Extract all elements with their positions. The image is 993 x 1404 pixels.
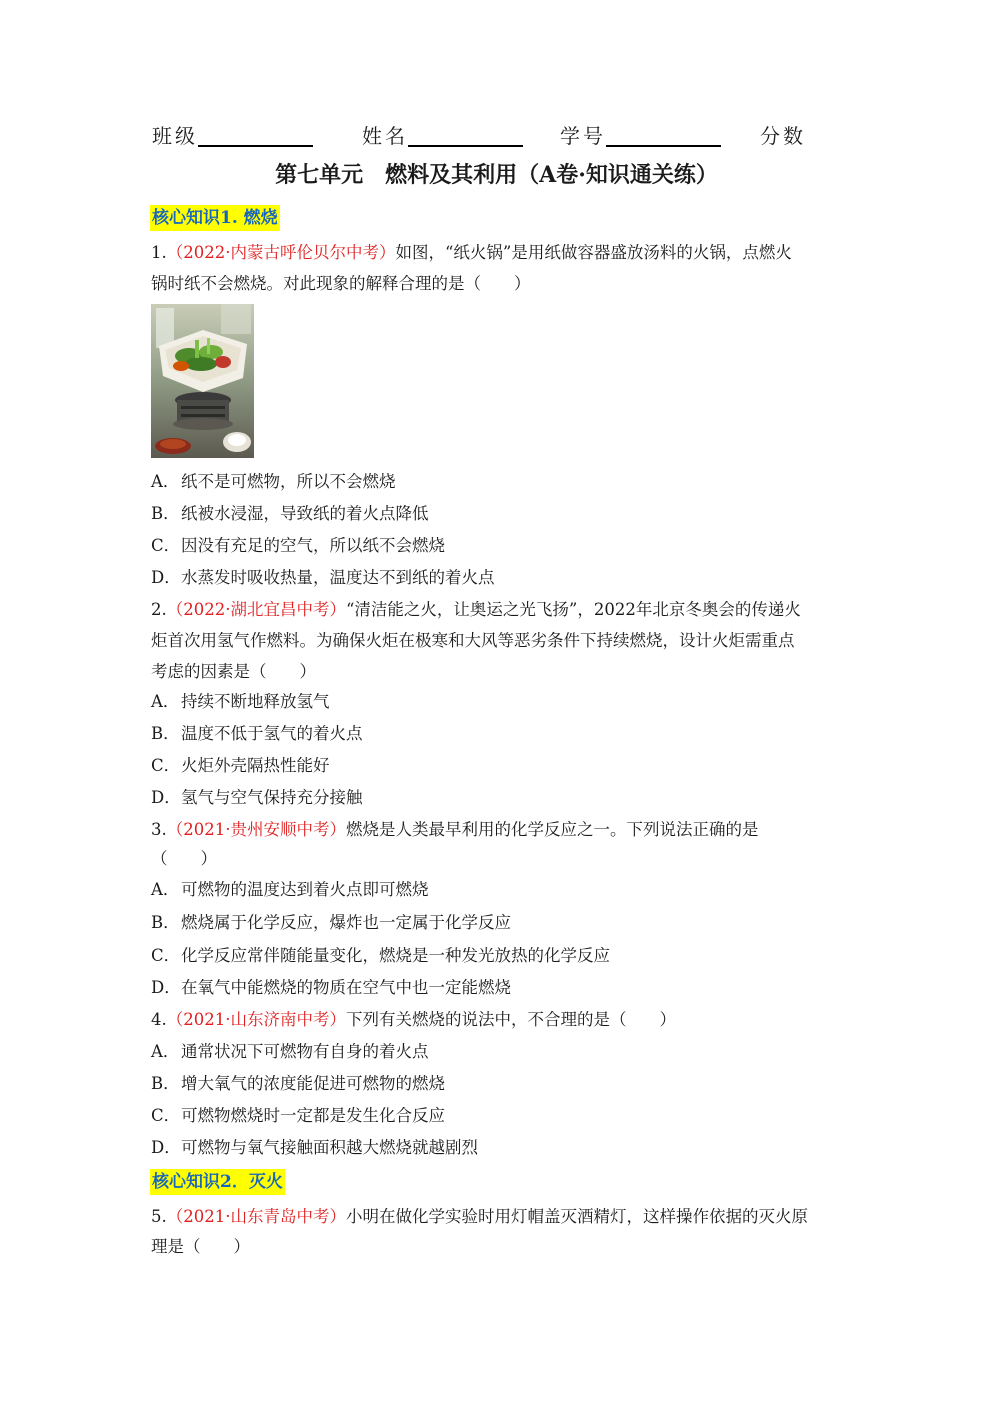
question-source: （2022·内蒙古呼伦贝尔中考） bbox=[166, 243, 396, 262]
option-letter: C． bbox=[151, 946, 181, 965]
question-3-option-d[interactable] bbox=[151, 976, 511, 1000]
option-letter: A． bbox=[151, 692, 180, 711]
name-label: 姓名 bbox=[362, 124, 408, 148]
option-text: 纸不是可燃物，所以不会燃烧 bbox=[181, 472, 396, 491]
option-text: 氢气与空气保持充分接触 bbox=[181, 788, 363, 807]
option-letter: D． bbox=[151, 1138, 181, 1157]
page-title: 第七单元 燃料及其利用（A卷·知识通关练） bbox=[275, 162, 718, 188]
option-letter: A． bbox=[151, 880, 180, 899]
question-4-option-c[interactable] bbox=[151, 1104, 445, 1128]
question-number: 2. bbox=[151, 600, 167, 619]
question-number: 5. bbox=[151, 1207, 167, 1226]
question-text: 如图，“纸火锅”是用纸做容器盛放汤料的火锅，点燃火 bbox=[395, 243, 792, 262]
option-letter: A． bbox=[151, 1042, 180, 1061]
question-2-option-c[interactable] bbox=[151, 754, 330, 778]
class-blank[interactable] bbox=[198, 123, 313, 147]
question-source: （2021·山东青岛中考） bbox=[166, 1207, 346, 1226]
question-1-option-d[interactable] bbox=[151, 566, 495, 590]
question-3-option-b[interactable] bbox=[151, 911, 511, 935]
question-2-line-1 bbox=[151, 598, 851, 622]
question-1-line-2: 锅时纸不会燃烧。对此现象的解释合理的是（ ） bbox=[151, 274, 531, 293]
option-letter: B． bbox=[151, 913, 180, 932]
option-letter: C． bbox=[151, 536, 181, 555]
question-1-line-1 bbox=[151, 241, 851, 265]
paper-hotpot-image-icon bbox=[151, 304, 254, 458]
option-text: 在氧气中能燃烧的物质在空气中也一定能燃烧 bbox=[181, 978, 511, 997]
option-letter: D． bbox=[151, 978, 181, 997]
class-field bbox=[152, 120, 313, 152]
option-text: 化学反应常伴随能量变化，燃烧是一种发光放热的化学反应 bbox=[181, 946, 610, 965]
question-1-option-a[interactable] bbox=[151, 470, 396, 494]
question-3-option-c[interactable] bbox=[151, 944, 610, 968]
question-4-option-b[interactable] bbox=[151, 1072, 445, 1096]
question-5-line-1 bbox=[151, 1205, 851, 1229]
question-2-option-b[interactable] bbox=[151, 722, 363, 746]
option-text: 火炬外壳隔热性能好 bbox=[181, 756, 330, 775]
section-heading-combustion: 核心知识1. 燃烧 bbox=[150, 205, 280, 231]
question-3-line-1 bbox=[151, 818, 851, 842]
score-field bbox=[760, 120, 806, 152]
id-label: 学号 bbox=[560, 124, 606, 148]
question-2-line-3: 考虑的因素是（ ） bbox=[151, 662, 316, 681]
option-text: 增大氧气的浓度能促进可燃物的燃烧 bbox=[181, 1074, 445, 1093]
question-number: 4. bbox=[151, 1010, 167, 1029]
question-1-option-b[interactable] bbox=[151, 502, 429, 526]
question-number: 3. bbox=[151, 820, 167, 839]
name-blank[interactable] bbox=[408, 123, 523, 147]
student-info-header bbox=[152, 120, 852, 152]
option-text: 通常状况下可燃物有自身的着火点 bbox=[181, 1042, 429, 1061]
id-blank[interactable] bbox=[606, 123, 721, 147]
question-number: 1. bbox=[151, 243, 167, 262]
option-text: 纸被水浸湿，导致纸的着火点降低 bbox=[181, 504, 429, 523]
question-text: 燃烧是人类最早利用的化学反应之一。下列说法正确的是 bbox=[346, 820, 759, 839]
option-letter: A． bbox=[151, 472, 180, 491]
question-text: 小明在做化学实验时用灯帽盖灭酒精灯，这样操作依据的灭火原 bbox=[346, 1207, 808, 1226]
question-text: “清洁能之火，让奥运之光飞扬”，2022年北京冬奥会的传递火 bbox=[346, 600, 801, 619]
question-text: 下列有关燃烧的说法中，不合理的是（ ） bbox=[346, 1010, 676, 1029]
score-label: 分数 bbox=[760, 124, 806, 148]
question-1-option-c[interactable] bbox=[151, 534, 445, 558]
question-source: （2022·湖北宜昌中考） bbox=[166, 600, 346, 619]
section-heading-extinguish: 核心知识2．灭火 bbox=[150, 1169, 285, 1195]
name-field bbox=[362, 120, 523, 152]
option-letter: D． bbox=[151, 788, 181, 807]
option-letter: C． bbox=[151, 756, 181, 775]
question-4-option-a[interactable] bbox=[151, 1040, 429, 1064]
option-letter: B． bbox=[151, 724, 180, 743]
question-4-option-d[interactable] bbox=[151, 1136, 478, 1160]
option-text: 可燃物与氧气接触面积越大燃烧就越剧烈 bbox=[181, 1138, 478, 1157]
question-4-line-1 bbox=[151, 1008, 851, 1032]
class-label: 班级 bbox=[152, 124, 198, 148]
id-field bbox=[560, 120, 721, 152]
option-text: 因没有充足的空气，所以纸不会燃烧 bbox=[181, 536, 445, 555]
option-text: 可燃物燃烧时一定都是发生化合反应 bbox=[181, 1106, 445, 1125]
question-3-line-2: （ ） bbox=[151, 849, 217, 868]
option-letter: B． bbox=[151, 1074, 180, 1093]
question-2-option-a[interactable] bbox=[151, 690, 330, 714]
option-text: 可燃物的温度达到着火点即可燃烧 bbox=[181, 880, 429, 899]
option-letter: D． bbox=[151, 568, 181, 587]
question-2-line-2: 炬首次用氢气作燃料。为确保火炬在极寒和大风等恶劣条件下持续燃烧，设计火炬需重点 bbox=[151, 631, 795, 650]
question-source: （2021·山东济南中考） bbox=[166, 1010, 346, 1029]
option-letter: C． bbox=[151, 1106, 181, 1125]
paper-hotpot-photo bbox=[151, 304, 254, 458]
question-2-option-d[interactable] bbox=[151, 786, 363, 810]
question-source: （2021·贵州安顺中考） bbox=[166, 820, 346, 839]
question-3-option-a[interactable] bbox=[151, 878, 429, 902]
option-text: 温度不低于氢气的着火点 bbox=[181, 724, 363, 743]
option-text: 持续不断地释放氢气 bbox=[181, 692, 330, 711]
question-5-line-2: 理是（ ） bbox=[151, 1237, 250, 1256]
option-text: 水蒸发时吸收热量，温度达不到纸的着火点 bbox=[181, 568, 495, 587]
option-text: 燃烧属于化学反应，爆炸也一定属于化学反应 bbox=[181, 913, 511, 932]
option-letter: B． bbox=[151, 504, 180, 523]
